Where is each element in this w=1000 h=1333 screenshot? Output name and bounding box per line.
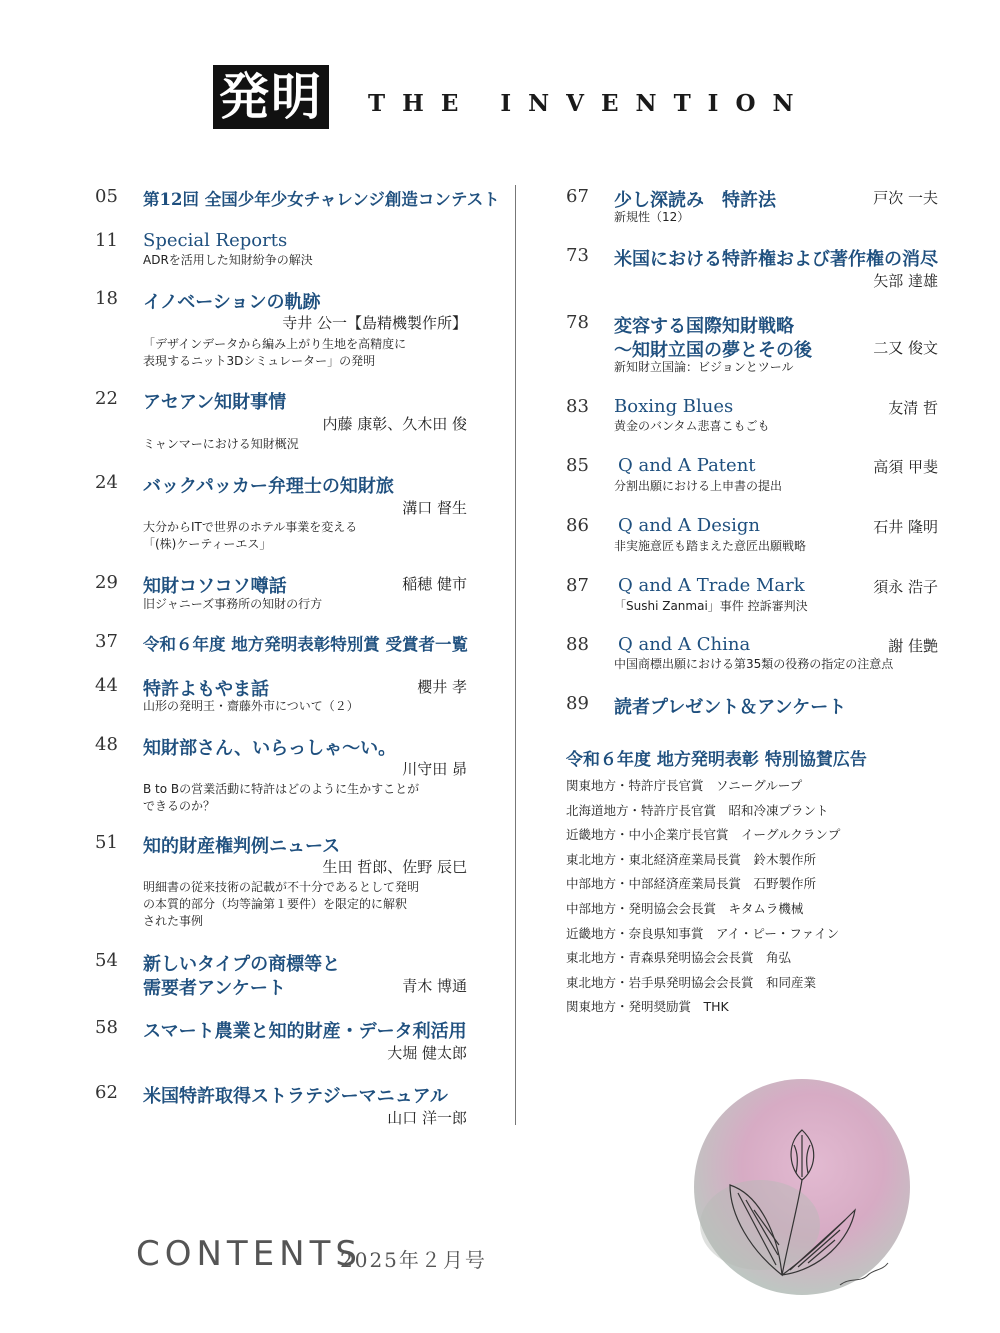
article-title: 少し深読み 特許法: [614, 190, 776, 211]
magazine-logo: 発明: [213, 65, 329, 129]
page-number: 37: [95, 631, 118, 652]
article-subtitle: できるのか？: [143, 799, 216, 813]
article-author: 川守田 昴: [402, 760, 467, 778]
sponsor-heading: 令和６年度 地方発明表彰 特別協賛広告: [566, 750, 867, 770]
article-title: 変容する国際知財戦略: [614, 316, 794, 337]
article-author: 稲穂 健市: [402, 575, 467, 593]
article-author: 櫻井 孝: [417, 678, 467, 696]
page-number: 87: [566, 575, 589, 596]
article-title: 読者プレゼント＆アンケート: [614, 697, 847, 718]
article-author: 高須 甲斐: [873, 458, 938, 476]
sponsor-item: 関東地方・発明奨励賞 THK: [566, 999, 729, 1015]
flower-illustration: [690, 1075, 920, 1310]
article-subtitle: 山形の発明王・齋藤外市について（２）: [143, 699, 359, 713]
article-title: スマート農業と知的財産・データ利活用: [143, 1021, 467, 1042]
article-author: 内藤 康彰、久木田 俊: [322, 415, 467, 433]
article-subtitle: 旧ジャニーズ事務所の知財の行方: [143, 597, 323, 611]
sponsor-item: 近畿地方・中小企業庁長官賞 イーグルクランプ: [566, 827, 841, 843]
article-title: 令和６年度 地方発明表彰特別賞 受賞者一覧: [143, 635, 468, 654]
article-subtitle: の本質的部分（均等論第１要件）を限定的に解釈: [143, 897, 408, 911]
article-author: 謝 佳艶: [888, 637, 938, 655]
page-number: 44: [95, 675, 118, 696]
article-subtitle: された事例: [143, 914, 204, 928]
article-title: 米国特許取得ストラテジーマニュアル: [143, 1086, 448, 1107]
article-title: 知財部さん、いらっしゃ〜い。: [143, 738, 397, 759]
toc-entry[interactable]: [95, 734, 467, 818]
article-subtitle: ミャンマーにおける知財概況: [143, 437, 299, 451]
toc-entry[interactable]: [95, 186, 500, 210]
column-divider: [515, 185, 516, 1125]
page-number: 86: [566, 515, 589, 536]
magazine-subtitle: THE INVENTION: [368, 90, 811, 117]
watercolor-circle: [694, 1079, 910, 1295]
article-title: 知的財産権判例ニュース: [143, 836, 341, 857]
page-number: 18: [95, 288, 118, 309]
page-number: 05: [95, 186, 118, 207]
toc-entry[interactable]: [566, 693, 938, 717]
article-author: 矢部 達雄: [873, 272, 938, 290]
article-subtitle: 明細書の従来技術の記載が不十分であるとして発明: [143, 880, 420, 894]
sponsor-item: 中部地方・中部経済産業局長賞 石野製作所: [566, 876, 817, 892]
article-subtitle: 「(株)ケーティーエス」: [143, 537, 272, 551]
toc-entry[interactable]: [566, 515, 938, 557]
article-subtitle: 「デザインデータから編み上がり生地を高精度に: [143, 337, 407, 351]
page-number: 85: [566, 455, 589, 476]
article-author: 青木 博通: [402, 977, 467, 995]
sponsor-item: 東北地方・青森県発明協会会長賞 角弘: [566, 950, 792, 966]
toc-entry[interactable]: [95, 1082, 467, 1126]
article-author: 石井 隆明: [873, 518, 938, 536]
article-title: Q and A Design: [618, 515, 760, 536]
toc-entry[interactable]: [566, 245, 938, 289]
toc-entry[interactable]: [95, 675, 467, 717]
toc-entry[interactable]: [95, 572, 467, 614]
article-author: 山口 洋一郎: [387, 1109, 467, 1127]
article-subtitle: 分割出願における上申書の提出: [614, 479, 783, 493]
article-title: アセアン知財事情: [143, 392, 287, 413]
article-author: 寺井 公一【島精機製作所】: [282, 314, 467, 332]
article-title: Special Reports: [143, 230, 288, 251]
article-title: イノベーションの軌跡: [143, 292, 321, 313]
article-title: Q and A Trade Mark: [618, 575, 805, 596]
page-number: 48: [95, 734, 118, 755]
toc-entry[interactable]: [566, 186, 938, 228]
article-subtitle: 「Sushi Zanmai」事件 控訴審判決: [614, 599, 808, 613]
article-title: 新しいタイプの商標等と: [143, 954, 341, 975]
page-number: 11: [95, 230, 118, 251]
page-number: 22: [95, 388, 118, 409]
article-title: 知財コソコソ噂話: [143, 576, 287, 597]
article-subtitle: 新知財立国論：ビジョンとツール: [614, 360, 794, 374]
toc-entry[interactable]: [95, 950, 467, 998]
page-number: 73: [566, 245, 589, 266]
article-author: 二又 俊文: [873, 339, 938, 357]
article-title: 第12回 全国少年少女チャレンジ創造コンテスト: [143, 190, 500, 209]
sponsor-item: 近畿地方・奈良県知事賞 アイ・ピー・ファイン: [566, 925, 840, 941]
page-number: 89: [566, 693, 589, 714]
sponsor-item: 北海道地方・特許庁長官賞 昭和冷凍プラント: [566, 802, 829, 818]
page-number: 62: [95, 1082, 118, 1103]
toc-entry[interactable]: [95, 631, 467, 655]
article-title: Boxing Blues: [614, 396, 734, 417]
page-number: 83: [566, 396, 589, 417]
article-author: 生田 哲郎、佐野 辰巳: [322, 858, 467, 876]
sponsor-item: 東北地方・東北経済産業局長賞 鈴木製作所: [566, 851, 817, 867]
article-title-line2: 〜知財立国の夢とその後: [614, 340, 812, 361]
article-author: 大堀 健太郎: [387, 1044, 467, 1062]
toc-entry[interactable]: [95, 832, 467, 932]
page-number: 58: [95, 1017, 118, 1038]
page-number: 78: [566, 312, 589, 333]
article-subtitle: 大分からITで世界のホテル事業を変える: [143, 520, 358, 534]
toc-entry[interactable]: [566, 455, 938, 497]
page-number: 24: [95, 472, 118, 493]
article-title-line2: 需要者アンケート: [143, 978, 286, 999]
page-number: 54: [95, 950, 118, 971]
toc-entry[interactable]: [566, 634, 938, 676]
toc-entry[interactable]: [95, 472, 467, 556]
article-author: 須永 浩子: [873, 578, 938, 596]
article-subtitle: 新規性（12）: [614, 210, 690, 224]
toc-entry[interactable]: [95, 1017, 467, 1061]
sponsor-list: [566, 774, 840, 1020]
sponsor-item: 中部地方・発明協会会長賞 キタムラ機械: [566, 900, 804, 916]
article-subtitle: 非実施意匠も踏まえた意匠出願戦略: [614, 539, 807, 553]
toc-entry[interactable]: [566, 575, 938, 617]
toc-entry[interactable]: [95, 230, 467, 270]
toc-entry[interactable]: [95, 288, 467, 372]
issue-label: 2025年２月号: [340, 1248, 487, 1272]
contents-label: CONTENTS: [136, 1234, 362, 1274]
article-title: Q and A China: [618, 634, 751, 655]
sponsor-item: 東北地方・岩手県発明協会会長賞 和同産業: [566, 974, 817, 990]
page-number: 67: [566, 186, 589, 207]
article-subtitle: 黄金のバンタム悲喜こもごも: [614, 419, 770, 433]
article-subtitle: B to Bの営業活動に特許はどのように生かすことが: [143, 782, 420, 796]
article-author: 友清 哲: [888, 399, 938, 417]
page-number: 51: [95, 832, 118, 853]
article-title: 特許よもやま話: [143, 679, 269, 700]
toc-entry[interactable]: [566, 396, 938, 438]
article-author: 溝口 督生: [402, 499, 467, 517]
article-subtitle: 表現するニット3Dシミュレーター」の発明: [143, 354, 376, 368]
article-title: 米国における特許権および著作権の消尽: [614, 249, 938, 270]
sponsor-item: 関東地方・特許庁長官賞 ソニーグループ: [566, 778, 803, 793]
page-number: 88: [566, 634, 589, 655]
article-subtitle: 中国商標出願における第35類の役務の指定の注意点: [614, 657, 894, 671]
article-subtitle: ADRを活用した知財紛争の解決: [143, 253, 313, 267]
toc-entry[interactable]: [566, 312, 938, 378]
page-number: 29: [95, 572, 118, 593]
article-author: 戸次 一夫: [873, 189, 938, 207]
article-title: Q and A Patent: [618, 455, 756, 476]
toc-entry[interactable]: [95, 388, 467, 454]
article-title: バックパッカー弁理士の知財旅: [143, 476, 394, 497]
